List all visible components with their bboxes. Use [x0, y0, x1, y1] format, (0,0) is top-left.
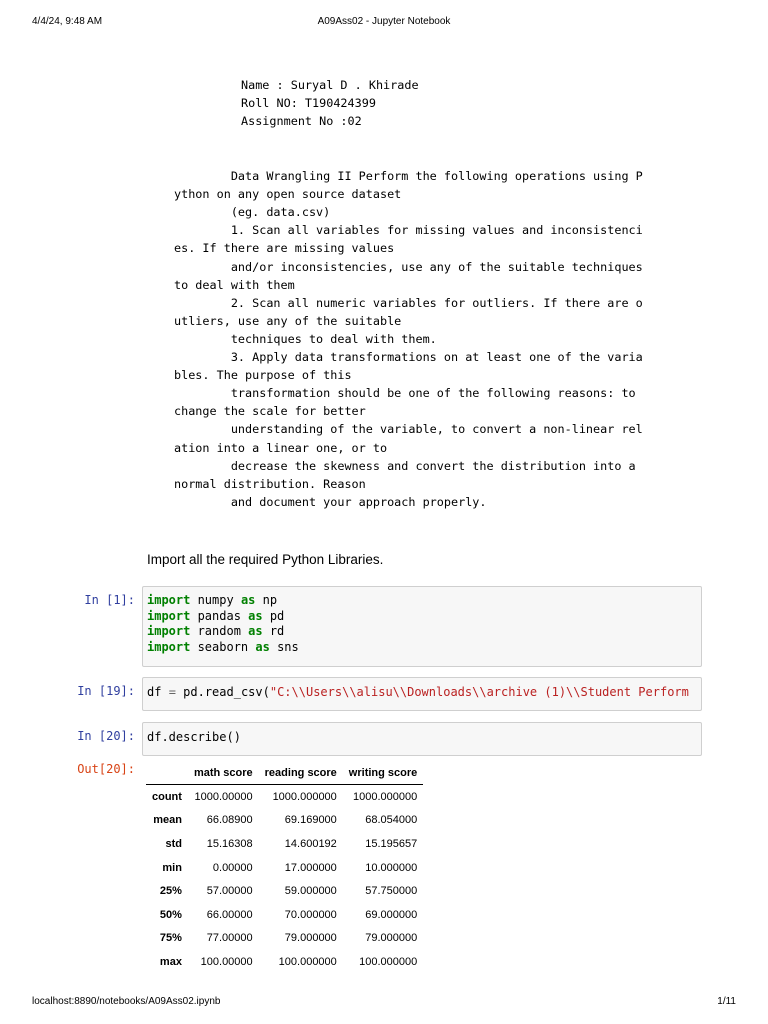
assignment-text-line: understanding of the variable, to convert a non-linear rel [174, 422, 643, 437]
row-label: 75% [159, 932, 182, 945]
code-keyword: import [147, 608, 191, 623]
cell-20-code-input[interactable] [142, 722, 702, 756]
table-cell: 0.00000 [212, 861, 253, 874]
assignment-text-line: ation into a linear one, or to [174, 440, 388, 455]
cell-20-output-prompt: Out[20]: [77, 762, 135, 776]
table-cell: 1000.000000 [353, 790, 418, 803]
code-keyword: as [240, 593, 256, 607]
code-identifier: rd [262, 624, 285, 638]
row-label: std [165, 837, 182, 850]
code-identifier: sns [269, 639, 299, 654]
print-page-number: 1/11 [717, 996, 736, 1007]
code-keyword: import [147, 593, 191, 607]
cell-19-prompt: In [19]: [77, 684, 135, 698]
assignment-text-line: bles. The purpose of this [174, 368, 352, 383]
row-label: min [162, 861, 182, 874]
student-name: Name : Suryal D . Khirade [241, 78, 419, 92]
row-label: max [159, 955, 182, 968]
table-cell: 68.054000 [365, 814, 418, 827]
table-row [146, 879, 423, 903]
table-row [146, 903, 423, 927]
assignment-text-line: 2. Scan all numeric variables for outliers. If there are o [174, 295, 643, 310]
table-row [146, 950, 423, 974]
column-header: writing score [343, 762, 423, 785]
assignment-text-line: and/or inconsistencies, use any of the suitable techniques [174, 259, 643, 274]
column-header: reading score [259, 762, 343, 785]
cell-1-prompt: In [1]: [84, 593, 135, 607]
code-identifier: pandas [190, 608, 249, 623]
table-cell: 100.000000 [359, 955, 418, 968]
assignment-text-line: decrease the skewness and convert the distribution into a [174, 458, 636, 473]
code-identifier: pd [262, 608, 285, 623]
assignment-text-line: normal distribution. Reason [174, 476, 366, 491]
code-identifier: np [255, 593, 278, 607]
code-operator: = [168, 685, 176, 699]
code-describe: df.describe() [147, 730, 241, 744]
table-cell: 57.750000 [365, 885, 418, 898]
cell-20-prompt: In [20]: [77, 729, 135, 743]
table-row [146, 809, 423, 833]
code-line [147, 624, 697, 640]
table-cell: 69.169000 [284, 814, 337, 827]
print-title: A09Ass02 - Jupyter Notebook [317, 16, 451, 27]
assignment-text-line: 3. Apply data transformations on at least one of the varia [174, 350, 643, 364]
column-header: math score [188, 762, 259, 785]
cell-1-code-input[interactable] [142, 586, 702, 667]
table-cell: 66.00000 [206, 908, 253, 921]
table-cell: 1000.000000 [272, 790, 337, 803]
table-cell: 17.000000 [284, 861, 337, 874]
assignment-text-line: es. If there are missing values [174, 241, 395, 256]
table-cell: 14.600192 [284, 837, 337, 850]
table-header-row [146, 762, 423, 785]
markdown-import-libraries: Import all the required Python Libraries. [147, 552, 384, 567]
print-datetime: 4/4/24, 9:48 AM [32, 16, 103, 27]
assignment-text-line: to deal with them [174, 277, 295, 292]
assignment-number: Assignment No :02 [241, 114, 362, 128]
table-row [146, 832, 423, 856]
table-cell: 66.08900 [206, 814, 253, 827]
row-label: count [152, 790, 182, 803]
table-cell: 57.00000 [206, 885, 253, 898]
code-var: df [147, 685, 169, 699]
code-line [147, 609, 697, 625]
table-cell: 100.000000 [278, 955, 337, 968]
table-cell: 69.000000 [365, 908, 418, 921]
table-row [146, 785, 423, 809]
assignment-text-line: utliers, use any of the suitable [174, 313, 402, 328]
table-cell: 1000.00000 [194, 790, 253, 803]
table-cell: 79.000000 [365, 932, 418, 945]
assignment-text-line: Data Wrangling II Perform the following operations using P [174, 169, 643, 183]
table-cell: 79.000000 [284, 932, 337, 945]
table-row [146, 927, 423, 951]
code-line [147, 593, 697, 609]
row-label: 25% [159, 885, 182, 898]
code-identifier: seaborn [190, 639, 256, 654]
code-keyword: import [147, 639, 191, 654]
table-cell: 70.000000 [284, 908, 337, 921]
code-keyword: import [147, 624, 191, 638]
assignment-text-line: and document your approach properly. [174, 494, 487, 509]
assignment-text-line: techniques to deal with them. [174, 331, 437, 346]
assignment-text-line: ython on any open source dataset [174, 187, 402, 202]
code-line [147, 640, 697, 656]
code-keyword: as [248, 608, 263, 623]
table-cell: 15.195657 [365, 837, 418, 850]
table-cell: 100.00000 [200, 955, 253, 968]
table-cell: 15.16308 [206, 837, 253, 850]
table-index-header [146, 762, 188, 785]
row-label: mean [153, 814, 182, 827]
table-cell: 59.000000 [284, 885, 337, 898]
student-roll-no: Roll NO: T190424399 [241, 96, 376, 110]
assignment-text-line: transformation should be one of the following reasons: to [174, 386, 636, 401]
assignment-text-line: change the scale for better [174, 404, 366, 419]
code-string: "C:\\Users\\alisu\\Downloads\\archive (1)\\Student Perform [269, 685, 689, 699]
assignment-text-line: (eg. data.csv) [174, 205, 331, 220]
code-identifier: random [190, 624, 249, 638]
code-keyword: as [248, 624, 263, 638]
assignment-text-line: 1. Scan all variables for missing values and inconsistenci [174, 223, 643, 238]
table-cell: 77.00000 [206, 932, 253, 945]
table-row [146, 856, 423, 880]
cell-19-code-input[interactable] [142, 677, 702, 711]
code-identifier: numpy [190, 593, 241, 607]
row-label: 50% [159, 908, 182, 921]
code-call: pd.read_csv( [175, 685, 270, 699]
print-url: localhost:8890/notebooks/A09Ass02.ipynb [32, 996, 221, 1007]
describe-output-table [146, 762, 423, 974]
code-keyword: as [255, 639, 270, 654]
table-cell: 10.000000 [365, 861, 418, 874]
